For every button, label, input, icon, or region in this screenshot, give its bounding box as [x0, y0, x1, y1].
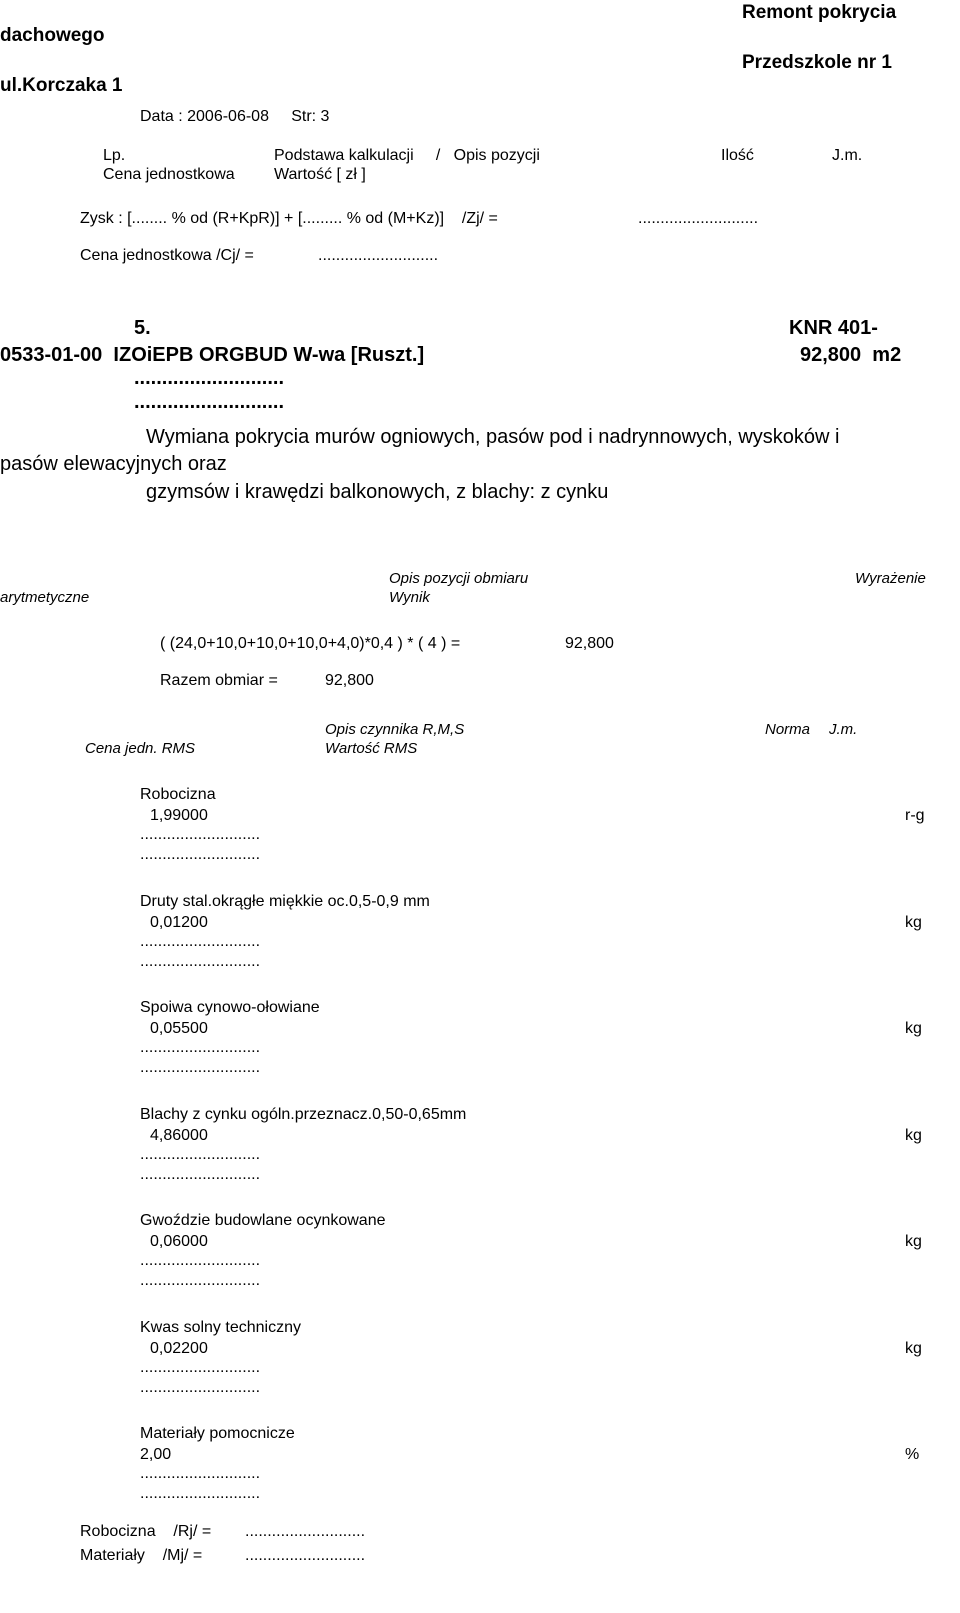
profit-value: ...........................: [638, 210, 759, 227]
project-title: Remont pokrycia: [742, 2, 897, 23]
profit-line: Zysk : [........ % od (R+KpR)] + [......... % od (M+Kz)] /Zj/ =: [80, 210, 498, 227]
rms-item-name: Druty stal.okrągłe miękkie oc.0,5-0,9 mm: [140, 893, 430, 910]
column-jm: J.m.: [832, 147, 863, 164]
unit-price-label: Cena jednostkowa /Cj/ =: [80, 247, 254, 264]
rms-item-norm: 4,86000: [150, 1127, 208, 1144]
rms-item-value-placeholder: ...........................: [140, 1166, 261, 1183]
rms-item-name: Gwoździe budowlane ocynkowane: [140, 1212, 386, 1229]
rms-item-unit: kg: [905, 1340, 922, 1357]
column-podstawa-opis: Podstawa kalkulacji / Opis pozycji: [274, 147, 540, 164]
materials-total-value: ...........................: [245, 1547, 366, 1564]
labor-total-value: ...........................: [245, 1523, 366, 1540]
rms-item-name: Kwas solny techniczny: [140, 1319, 301, 1336]
rms-item-unit: r-g: [905, 807, 925, 824]
measurement-header-expression: Wyrażenie: [855, 570, 926, 587]
column-ilosc: Ilość: [721, 147, 754, 164]
measurement-result: 92,800: [565, 635, 614, 652]
rms-item-price-placeholder: ...........................: [140, 1359, 261, 1376]
investment-address: ul.Korczaka 1: [0, 75, 123, 96]
rms-item-price-placeholder: ...........................: [140, 1252, 261, 1269]
position-code: 0533-01-00 IZOiEPB ORGBUD W-wa [Ruszt.]: [0, 344, 425, 366]
rms-item-name: Blachy z cynku ogóln.przeznacz.0,50-0,65mm: [140, 1106, 467, 1123]
rms-header-value: Wartość RMS: [325, 740, 418, 757]
rms-item-norm: 0,02200: [150, 1340, 208, 1357]
rms-item-norm: 0,01200: [150, 914, 208, 931]
unit-price-value: ...........................: [318, 247, 439, 264]
position-description-line2: pasów elewacyjnych oraz: [0, 453, 227, 475]
rms-item-name: Spoiwa cynowo-ołowiane: [140, 999, 320, 1016]
rms-item-value-placeholder: ...........................: [140, 1272, 261, 1289]
rms-item-unit: %: [905, 1446, 920, 1463]
rms-item-name: Robocizna: [140, 786, 216, 803]
rms-item-norm: 1,99000: [150, 807, 208, 824]
rms-item-name: Materiały pomocnicze: [140, 1425, 295, 1442]
rms-header-norm: Norma: [765, 721, 811, 738]
measurement-header-description: Opis pozycji obmiaru: [389, 570, 529, 587]
column-lp: Lp.: [103, 147, 126, 164]
rms-header-unit-price: Cena jedn. RMS: [85, 740, 196, 757]
position-value-placeholder: ...........................: [134, 391, 285, 413]
rms-item-norm: 2,00: [140, 1446, 172, 1463]
rms-item-value-placeholder: ...........................: [140, 1485, 261, 1502]
rms-header-unit: J.m.: [829, 721, 858, 738]
investment-name-line1: dachowego: [0, 25, 105, 46]
date-page-line: Data : 2006-06-08 Str: 3: [140, 108, 330, 125]
position-description-line3: gzymsów i krawędzi balkonowych, z blachy: z cynku: [146, 481, 609, 503]
measurement-header-result: Wynik: [389, 589, 430, 606]
labor-total-label: Robocizna /Rj/ =: [80, 1523, 212, 1540]
rms-header-description: Opis czynnika R,M,S: [325, 721, 465, 738]
position-price-placeholder: ...........................: [134, 367, 285, 389]
rms-item-norm: 0,05500: [150, 1020, 208, 1037]
column-cena-jednostkowa: Cena jednostkowa: [103, 166, 235, 183]
rms-item-price-placeholder: ...........................: [140, 933, 261, 950]
rms-item-value-placeholder: ...........................: [140, 846, 261, 863]
project-client: Przedszkole nr 1: [742, 52, 892, 73]
rms-item-unit: kg: [905, 1127, 922, 1144]
measurement-expression: ( (24,0+10,0+10,0+10,0+4,0)*0,4 ) * ( 4 ) =: [160, 635, 461, 652]
rms-item-unit: kg: [905, 1020, 922, 1037]
rms-item-value-placeholder: ...........................: [140, 1059, 261, 1076]
position-description-line1: Wymiana pokrycia murów ogniowych, pasów pod i nadrynnowych, wyskoków i: [146, 426, 840, 448]
rms-item-unit: kg: [905, 914, 922, 931]
rms-item-norm: 0,06000: [150, 1233, 208, 1250]
position-number: 5.: [134, 317, 151, 339]
measurement-header-arithmetic: arytmetyczne: [0, 589, 90, 606]
materials-total-label: Materiały /Mj/ =: [80, 1547, 203, 1564]
rms-item-price-placeholder: ...........................: [140, 826, 261, 843]
measurement-total-value: 92,800: [325, 672, 374, 689]
rms-item-price-placeholder: ...........................: [140, 1146, 261, 1163]
position-quantity: 92,800 m2: [800, 344, 902, 366]
rms-item-price-placeholder: ...........................: [140, 1465, 261, 1482]
column-wartosc: Wartość [ zł ]: [274, 166, 366, 183]
position-knr: KNR 401-: [789, 317, 878, 339]
rms-item-unit: kg: [905, 1233, 922, 1250]
rms-item-value-placeholder: ...........................: [140, 953, 261, 970]
rms-item-value-placeholder: ...........................: [140, 1379, 261, 1396]
measurement-total-label: Razem obmiar =: [160, 672, 278, 689]
rms-item-price-placeholder: ...........................: [140, 1039, 261, 1056]
